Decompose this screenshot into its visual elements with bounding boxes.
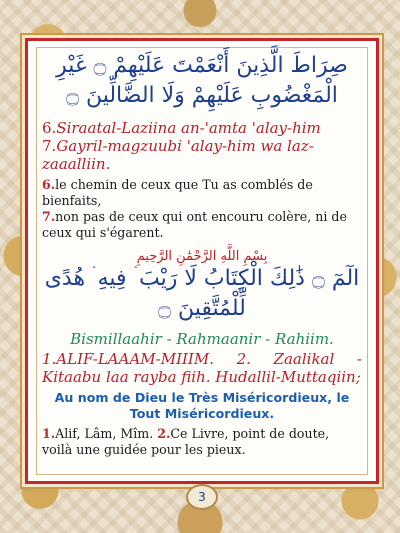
transliteration-line: Siraatal-Laziina an-'amta 'alay-him bbox=[56, 119, 321, 137]
french-basmala: Au nom de Dieu le Très Miséricordieux, le Tout Miséricordieux. bbox=[54, 390, 350, 421]
arabic-verse-1: صِرَاطَ الَّذِينَ أَنْعَمْتَ عَلَيْهِمْ ۝ غَيْرِ الْمَغْضُوبِ عَلَيْهِمْ وَلَا الضَّالِّينَ ۝ bbox=[56, 53, 348, 108]
translation-line: le chemin de ceux que Tu as comblés de bienfaits, bbox=[42, 177, 313, 208]
page-frame bbox=[25, 38, 379, 484]
page-number-badge: 3 bbox=[186, 484, 218, 510]
translation-line: non pas de ceux qui ont encouru colère, ni de ceux qui s'égarent. bbox=[42, 209, 347, 240]
transliteration-6-7 bbox=[42, 119, 362, 173]
arabic-verse-2: الٓمٓ ۝ ذَٰلِكَ الْكِتَابُ لَا رَيْبَ ۛ فِيهِ ۛ هُدًى لِّلْمُتَّقِينَ ۝ bbox=[44, 266, 360, 321]
transliteration-line: Gayril-magzuubi 'alay-him wa laz-zaaalliin. bbox=[42, 137, 314, 173]
verse-number: 6. bbox=[42, 177, 56, 192]
translation-line: Alif, Lâm, Mîm. bbox=[55, 426, 158, 441]
transliteration-basmala: Bismillaahir - Rahmaanir - Rahiim. bbox=[70, 330, 334, 348]
verse-number: 7. bbox=[42, 209, 56, 224]
translation-line: Ce Livre, point de doute, voilà une guidée pour les pieux. bbox=[42, 426, 330, 457]
french-translation-6-7 bbox=[42, 177, 362, 241]
verse-number: 6. bbox=[42, 119, 57, 137]
basmala-arabic: بِسْمِ اللَّهِ الرَّحْمَٰنِ الرَّحِيمِ bbox=[136, 249, 268, 264]
french-translation-1-2 bbox=[42, 426, 362, 458]
page-content bbox=[42, 51, 362, 458]
verse-number: 7. bbox=[42, 137, 57, 155]
verse-number: 1. bbox=[42, 426, 56, 441]
transliteration-1-2: 1.ALIF-LAAAM-MIIIM. 2. Zaalikal - Kitaabu laa rayba fiih. Hudallil-Muttaqiin; bbox=[42, 350, 362, 386]
verse-number: 2. bbox=[157, 426, 171, 441]
